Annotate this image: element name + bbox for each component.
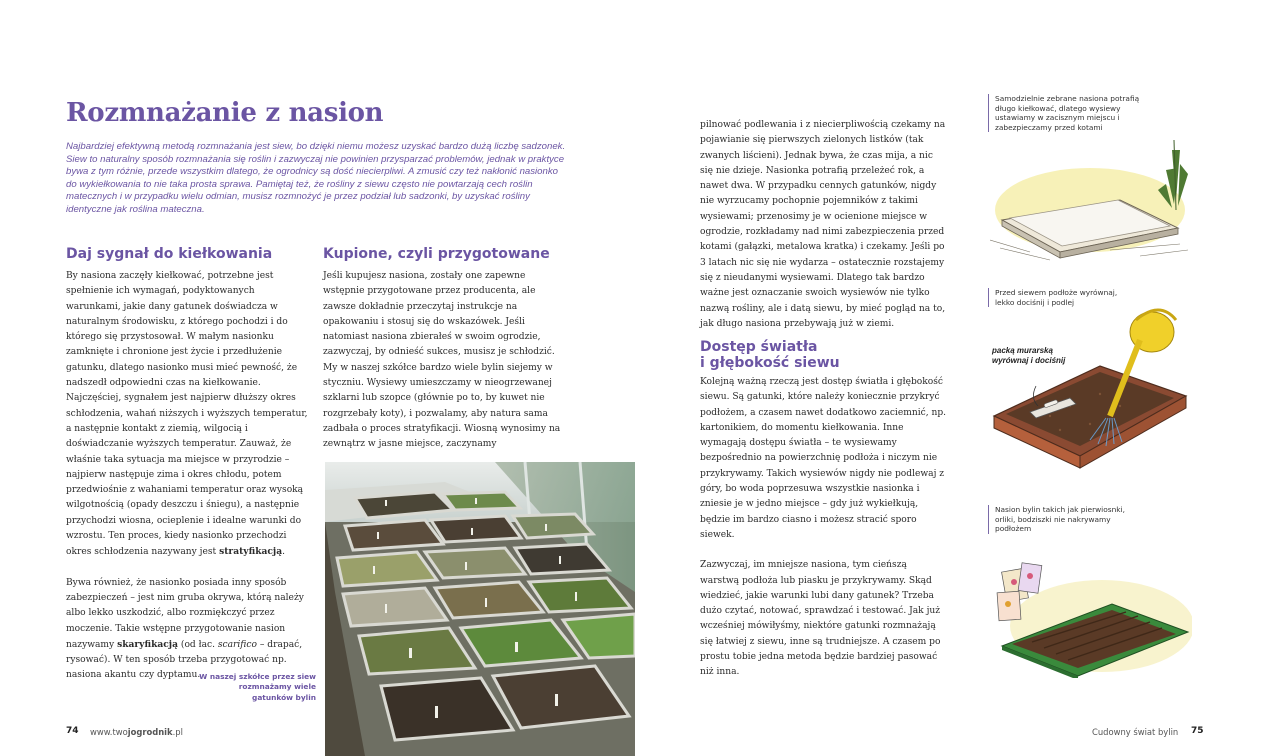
term-stratification: stratyfikacją <box>219 546 283 558</box>
paragraph-stratification: By nasiona zaczęły kiełkować, potrzebne jest spełnienie ich wymagań, podyktowanych warunkami, jakie dany gatunek doświadcza w naturalnym środowisku, z którego pochodzi i do którego się przystosował. W małym nasionku zamknięte i chronione jest życie i przedłużenie gatunku, dlatego nasionko musi mieć pewność, że nadszedł odpowiedni czas na kiełkowanie. Najczęściej, sygnałem jest najpierw dłuższy okres schłodzenia, wahań niższych i wyższych temperatur, a następnie kontakt z ziemią, wilgocią i doświadczanie wyższych temperatur. Zauważ, że właśnie taka sytuacja ma miejsce w przyrodzie – najpierw następuje zima i okres chłodu, potem przedwiośnie z wahaniami temperatur oraz wysoką wilgotnością (opady deszczu i śniegu), a następnie przychodzi wiosna, ocieplenie i idealne warunki do wzrostu. Ten proces, kiedy nasionko przechodzi okres schłodzenia nazywany jest stratyfikacją. <box>66 271 308 558</box>
section-heading-germination: Daj sygnał do kiełkowania <box>66 246 273 262</box>
running-title-right: Cudowny świat bylin <box>1092 727 1179 737</box>
illustration-caption-3: Nasion bylin takich jak pierwiosnki, orliki, bodziszki nie nakrywamy podłożem <box>988 505 1145 534</box>
section-heading-bought-seeds: Kupione, czyli przygotowane <box>323 246 550 262</box>
illustration-covered-tray <box>990 140 1190 265</box>
page-number-right: 75 <box>1191 726 1204 736</box>
paragraph-bought-seeds: Jeśli kupujesz nasiona, zostały one zapewne wstępnie przygotowane przez producenta, ale zawsze dokładnie przeczytaj instrukcje na opakowaniu i stosuj się do wskazówek. Jeśli natomiast nasiona zbierałeś w swoim ogrodzie, zazwyczaj, by odnieść sukces, musisz je schłodzić. My w naszej szkółce bardzo wiele bylin siejemy w styczniu. Wysiewy umieszczamy w nieogrzewanej szklarni lub szopce (głównie po to, by kuwet nie rozgrzebały koty), i pozwalamy, aby natura sama zadbała o proces stratyfikacji. Wiosną wynosimy na zewnątrz w jasne miejsce, zaczynamy <box>323 271 561 450</box>
photo-caption: W naszej szkółce przez siew rozmnażamy wiele gatunków bylin <box>199 672 316 702</box>
column-2-text <box>323 269 568 453</box>
illustration-caption-2: Przed siewem podłoże wyrównaj, lekko dociśnij i podlej <box>988 288 1125 307</box>
illustration-caption-1: Samodzielnie zebrane nasiona potrafią długo kiełkować, dlatego wysiewy ustawiamy w zacisznym miejscu i zabezpieczamy przed kotami <box>988 94 1153 132</box>
page-title: Rozmnażanie z nasion <box>66 98 384 128</box>
right-column-text-2 <box>700 375 948 681</box>
right-column-text <box>700 118 948 332</box>
greenhouse-seed-trays-photo <box>325 462 635 756</box>
illustration-surface-sowing <box>992 554 1192 678</box>
page-number-left: 74 <box>66 726 79 736</box>
illustration-label-trowel: packą murarską wyrównaj i dociśnij <box>992 346 1066 365</box>
illustration-leveling-soil <box>990 306 1190 476</box>
paragraph-scarification: Bywa również, że nasionko posiada inny sposób zabezpieczeń – jest nim gruba okrywa, którą należy albo lekko uszkodzić, albo rozmiękczyć przez moczenie. Takie wstępne przygotowanie nasion nazywamy skaryfikacją (od łac. scarifico – drapać, rysować). W ten sposób trzeba przygotować np. nasiona akantu czy dyptamu. <box>66 577 304 681</box>
website-link[interactable]: www.twojogrodnik.pl <box>90 727 183 737</box>
paragraph-seed-size: Zazwyczaj, im mniejsze nasiona, tym cieńszą warstwą podłoża lub piasku je przykrywamy. Skąd wiedzieć, jakie warunki lubi dany gatunek? Trzeba dużo czytać, notować, sprawdzać i testować. Jak już wcześniej mówiłyśmy, niektóre gatunki rozmnażają się łatwiej z siewu, inne są trudniejsze. A czasem po prostu tobie jedna metoda będzie bardziej pasować niż inna. <box>700 560 941 678</box>
term-scarification: skaryfikacją <box>117 638 178 650</box>
paragraph-light: Kolejną ważną rzeczą jest dostęp światła i głębokość siewu. Są gatunki, które należy koniecznie przykryć podłożem, a czasem nawet dodatkowo zaciemnić, np. kartonikiem, do momentu kiełkowania. Inne wymagają dostępu światła – te wysiewamy bezpośrednio na powierzchnię podłoża i niczym nie przykrywamy. Takich wysiewów nigdy nie podlewaj z góry, bo woda poprzesuwa wszystkie nasionka i zniesie je w jedno miejsce – gdy już wykiełkują, będzie im bardzo ciasno i możesz stracić sporo siewek. <box>700 377 947 540</box>
column-1-text <box>66 269 308 684</box>
lead-paragraph: Najbardziej efektywną metodą rozmnażania jest siew, bo dzięki niemu możesz uzyskać bardzo dużą liczbę sadzonek. Siew to naturalny sposób rozmnażania się roślin i zazwyczaj nie powinien przysparzać problemów, jednak w praktyce bywa z tym różnie, przede wszystkim dlatego, że ogrodnicy są dość niecierpliwi. A zmusić czy też nakłonić nasionko do wykiełkowania to nie taka prosta sprawa. Pamiętaj też, że rośliny z siewu często nie powtarzają cech roślin matecznych i w przypadku wielu odmian, musisz rozmnożyć je przez podział lub sadzonki, by uzyskać rośliny identyczne jak roślina mateczna. <box>66 141 566 215</box>
paragraph-patience: pilnować podlewania i z niecierpliwością czekamy na pojawianie się pierwszych zielonych listków (tak zwanych liścieni). Jednak bywa, że czas mija, a nic się nie dzieje. Nasionka potrafią przeleżeć rok, a nawet dwa. W przypadku cennych gatunków, nigdy nie wyrzucamy pochopnie pojemników z takimi wysiewami; przenosimy je w ocienione miejsce w ogrodzie, rozkładamy nad nimi zabezpieczenia przed kotami (gałązki, metalowa kratka) i czekamy. Jeśli po 3 latach nic się nie wydarza – ostatecznie rozstajemy się z nieudanymi wysiewami. Dlatego tak bardzo ważne jest oznaczanie swoich wysiewów nie tylko nazwą rośliny, ale i datą siewu, by mieć pogląd na to, jak długo nasiona przebywają już w ziemi. <box>700 120 946 329</box>
section-heading-light-depth: Dostęp światła i głębokość siewu <box>700 339 840 371</box>
